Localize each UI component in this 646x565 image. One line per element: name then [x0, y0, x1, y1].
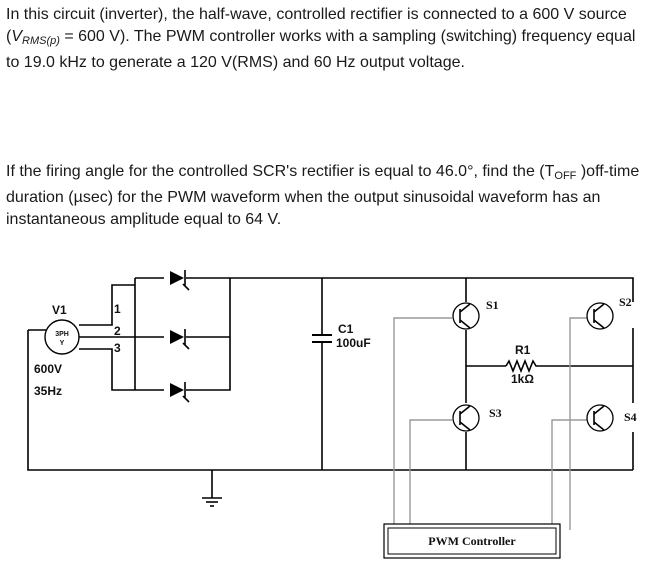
phase-3-wire	[96, 349, 135, 390]
scr3-triangle	[170, 383, 184, 397]
gate-wires	[394, 318, 594, 530]
source-frequency: 35Hz	[34, 384, 63, 398]
question-paragraph-2	[6, 161, 642, 231]
scr-3	[170, 382, 189, 402]
switch-s1	[453, 298, 499, 329]
scr3-gate	[183, 396, 189, 402]
switch-s3-label: S3	[489, 406, 502, 420]
scr2-gate	[183, 343, 189, 349]
gate-s4-wire	[552, 420, 594, 530]
pwm-controller	[384, 524, 560, 558]
switch-s4-label: S4	[624, 410, 637, 424]
scr-right-bus	[186, 278, 230, 390]
question-text: If the firing angle for the controlled SCR's rectifier is equal to 46.0°, find the (T	[6, 163, 555, 180]
gate-s1-wire	[394, 318, 452, 530]
variable-v: V	[11, 28, 22, 45]
switch-s1-label: S1	[486, 298, 499, 312]
source-phase-label: 3PH	[55, 331, 69, 338]
three-phase-source	[34, 302, 121, 398]
res-name: R1	[515, 343, 531, 357]
question-paragraph-1	[6, 4, 642, 74]
variable-subscript: RMS(p)	[22, 35, 60, 47]
cap-value: 100uF	[336, 336, 371, 350]
switch-s4	[587, 405, 637, 431]
ground-icon	[202, 498, 222, 506]
scr2-triangle	[170, 330, 184, 344]
circuit-diagram	[0, 255, 646, 565]
pin-2-label: 2	[114, 324, 121, 338]
resistor-r1	[506, 343, 538, 386]
dc-bus-top	[186, 278, 633, 302]
scr-1	[170, 270, 189, 290]
scr1-gate	[183, 284, 189, 290]
pin-3-label: 3	[114, 341, 121, 355]
pwm-controller-label: PWM Controller	[428, 534, 516, 548]
question-text: )off-time duration (µsec) for the PWM waveform when the output sinusoidal waveform has an instantaneous amplitude equal to 64 V.	[6, 163, 640, 228]
toff-subscript: OFF	[554, 170, 577, 182]
switch-s2-label: S2	[619, 295, 632, 309]
pin-1-label: 1	[114, 302, 121, 316]
switch-s2	[587, 295, 632, 329]
scr1-triangle	[170, 271, 184, 285]
resistor-zigzag	[506, 361, 538, 371]
switch-s3	[453, 405, 502, 431]
capacitor-c1	[312, 322, 371, 350]
scr-2	[170, 329, 189, 349]
res-value: 1kΩ	[511, 372, 534, 386]
question-text: In this circuit (inverter), the half-wave, controlled rectifier is connected to a 600 V source (	[6, 6, 627, 45]
source-conn-label: Y	[59, 340, 65, 347]
source-name: V1	[52, 303, 67, 317]
gate-s3-wire	[410, 420, 452, 530]
question-text: = 600 V). The PWM controller works with a sampling (switching) frequency equal to 19.0 kHz to generate a 120 V(RMS) and 60 Hz output voltage.	[6, 28, 636, 71]
source-voltage: 600V	[34, 362, 63, 376]
cap-name: C1	[338, 322, 354, 336]
